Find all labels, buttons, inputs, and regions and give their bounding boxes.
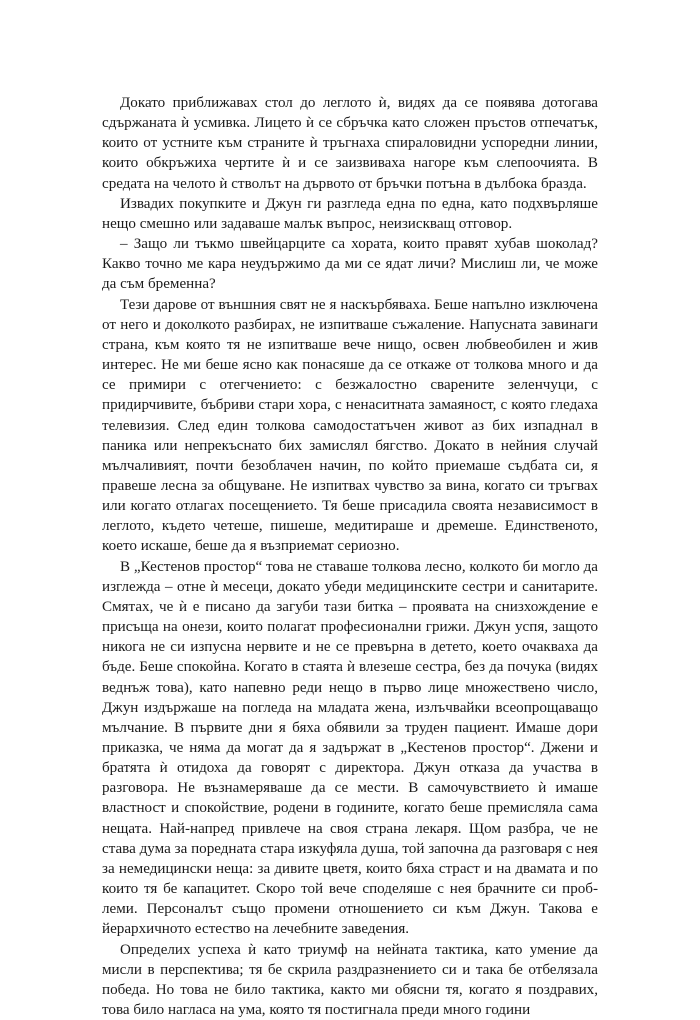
- paragraph-5: В „Кестенов простор“ това не ставаше толкова лесно, колкото би могло да изглежда – отне ѝ месеци, докато убеди медицинските сестри и санитарите. Смятах, че ѝ е писано да загуби тази битка – проявата на снизхождение е присъща на онези, които полагат професионални грижи. Джун успя, защото никога не си изпусна нервите и не се превърна в детето, което очакваха да бъде. Беше спокойна. Когато в стаята ѝ влезеше сестра, без да почука (видях веднъж това), като напевно реди нещо в първо лице множествено число, Джун издържаше на погледа на младата жена, излъчвайки всеопрощаващо мълчание. В първите дни я бяха обявили за труден пациент. Имаше дори приказка, че няма да могат да я задържат в „Кестенов простор“. Джени и братята ѝ отидоха да говорят с директора. Джун отказа да участва в разговора. Не възнамеряваше да се мести. В самочувствието ѝ имаше властност и спокойствие, родени в годините, когато беше премисляла сама нещата. Най-напред привлече на своя страна лекаря. Щом разбра, че не става дума за поредната стара изкуфяла душа, той започна да разговаря с нея за немедицински неща: за дивите цветя, които бяха страст и на двамата и по които тя бе капацитет. Скоро той вече споделяше с нея брачните си проб-леми. Персоналът също промени отношението си към Джун. Такова е йерархичното естество на лечебните заведения.: [102, 558, 598, 938]
- body-text: [102, 93, 598, 1020]
- paragraph-2: Извадих покупките и Джун ги разгледа една по една, като подхвърляше нещо смешно или задаваше малък въпрос, неизискващ отговор.: [102, 195, 598, 232]
- paragraph-4: Тези дарове от външния свят не я наскърбяваха. Беше напълно изключена от него и доколкото разбирах, не изпитваше съжаление. Напусната завинаги страна, към която тя не изпитваше вече нищо, освен любвеобилен и жив интерес. Не ми беше ясно как понасяше да се откаже от толкова много и да се примири с отегчението: с безжалостно сварените зеленчуци, с придирчивите, бъбриви стари хора, с ненаситната замаяност, с която гледаха телевизия. След един толкова самодостатъчен живот аз бих изпаднал в паника или непрекъснато бих замислял бягство. Докато в нейния случай мълчаливият, почти безоблачен начин, по който приемаше съдбата си, я правеше лесна за общуване. Не изпитвах чувство за вина, когато си тръгвах или когато отлагах посещението. Тя беше присадила своята независимост в леглото, където четеше, пишеше, медитираше и дремеше. Единственото, което искаше, беше да я възприемат сериозно.: [102, 296, 598, 555]
- paragraph-1: Докато приближавах стол до леглото ѝ, видях да се появява дотогава сдържаната ѝ усмивка. Лицето ѝ се сбръчка като сложен пръстов отпечатък, които от устните към страните ѝ тръгнаха спираловидни успоредни линии, които обкръжиха чертите ѝ и се заизвиваха нагоре към слепоочията. В средата на челото ѝ стволът на дървото от бръчки потъна в дълбока бразда.: [102, 95, 598, 192]
- paragraph-3-dialogue: – Защо ли тъкмо швейцарците са хората, които правят хубав шоколад? Какво точно ме кара неудържимо да ми се ядат личи? Мислиш ли, че може да съм бременна?: [102, 236, 598, 293]
- paragraph-6: Определих успеха ѝ като триумф на нейната тактика, като умение да мисли в перспектива; тя бе скрила раздразнението си и така бе отбелязала победа. Но това не било тактика, както ми обясни тя, когато я поздравих, това било нагласа на ума, която тя постигнала преди много години: [102, 941, 598, 1019]
